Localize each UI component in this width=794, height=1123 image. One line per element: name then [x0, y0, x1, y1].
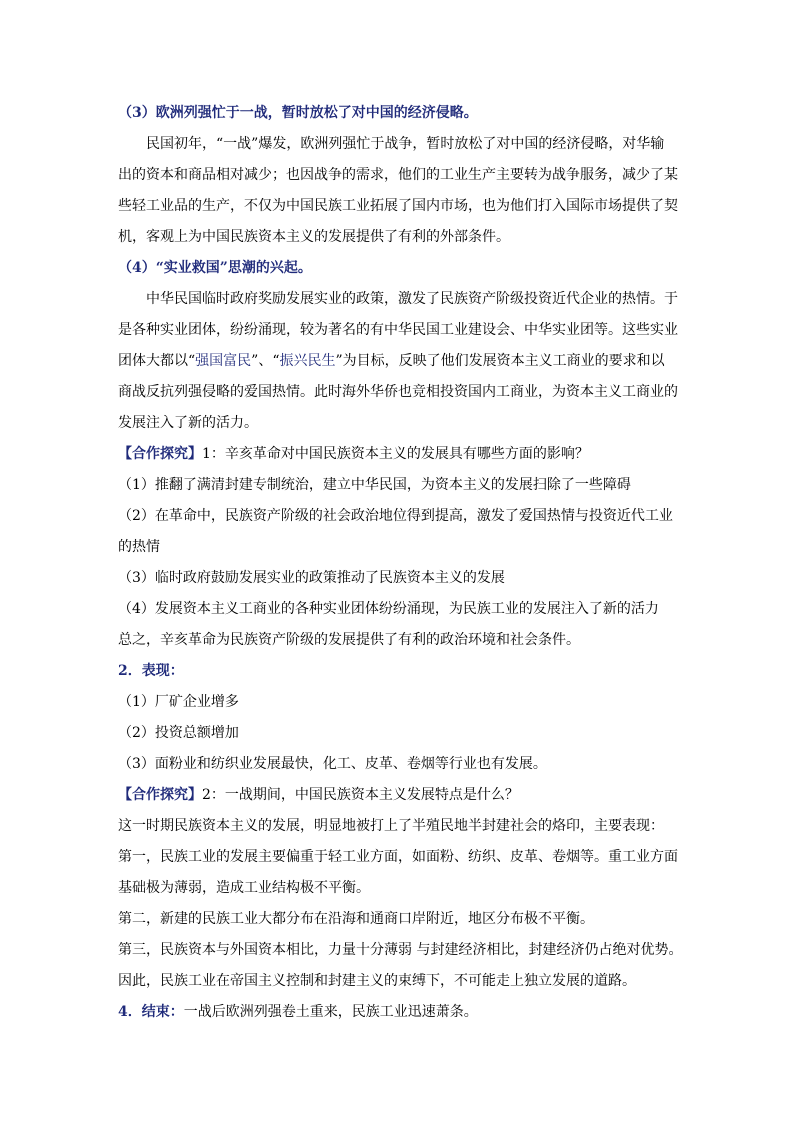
- question-text: 1：辛亥革命对中国民族资本主义的发展具有哪些方面的影响？: [202, 446, 589, 462]
- text-run: 团体大都以“: [118, 353, 196, 369]
- slogan-text: 振兴民生: [279, 353, 336, 369]
- paragraph-line: 商战反抗列强侵略的爱国热情。此时海外华侨也竞相投资国内工商业，为资本主义工商业的: [118, 384, 678, 400]
- paragraph-line: 第二，新建的民族工业大都分布在沿海和通商口岸附近，地区分布极不平衡。: [118, 911, 594, 927]
- paragraph-line: 发展注入了新的活力。: [118, 415, 258, 431]
- summary-line: 总之，辛亥革命为民族资产阶级的发展提供了有利的政治环境和社会条件。: [118, 632, 580, 648]
- list-item: （2）投资总额增加: [118, 725, 239, 741]
- list-item: （4）发展资本主义工商业的各种实业团体纷纷涌现，为民族工业的发展注入了新的活力: [118, 601, 659, 617]
- paragraph-line: 机，客观上为中国民族资本主义的发展提供了有利的外部条件。: [118, 229, 510, 245]
- paragraph-line: 基础极为薄弱，造成工业结构极不平衡。: [118, 880, 370, 896]
- section-4-heading: （4）“实业救国”思潮的兴起。: [118, 260, 312, 276]
- paragraph-line: 中华民国临时政府奖励发展实业的政策，激发了民族资产阶级投资近代企业的热情。于: [146, 291, 678, 307]
- section-2-heading: 2．表现：: [118, 663, 184, 679]
- paragraph-line: [118, 351, 678, 371]
- question-text: 2：一战期间，中国民族资本主义发展特点是什么？: [202, 787, 519, 803]
- text-run: ”、“: [251, 353, 280, 369]
- inquiry-1-question: [118, 444, 678, 464]
- list-item: 的热情: [118, 539, 160, 555]
- section-4-end: [118, 1002, 678, 1022]
- paragraph-line: 第三，民族资本与外国资本相比，力量十分薄弱 与封建经济相比，封建经济仍占绝对优势。: [118, 942, 683, 958]
- inquiry-label: 【合作探究】: [118, 446, 202, 462]
- list-item: （1）推翻了满清封建专制统治，建立中华民国，为资本主义的发展扫除了一些障碍: [118, 477, 631, 493]
- section-3-heading: （3）欧洲列强忙于一战，暂时放松了对中国的经济侵略。: [118, 105, 478, 121]
- paragraph-line: 民国初年，“一战”爆发，欧洲列强忙于战争，暂时放松了对中国的经济侵略，对华输: [146, 136, 665, 152]
- paragraph-line: 些轻工业品的生产，不仅为中国民族工业拓展了国内市场，也为他们打入国际市场提供了契: [118, 198, 678, 214]
- paragraph-line: 是各种实业团体，纷纷涌现，较为著名的有中华民国工业建设会、中华实业团等。这些实业: [118, 322, 678, 338]
- inquiry-2-question: [118, 785, 678, 805]
- paragraph-line: 第一，民族工业的发展主要偏重于轻工业方面，如面粉、纺织、皮革、卷烟等。重工业方面: [118, 849, 678, 865]
- list-item: （3）面粉业和纺织业发展最快，化工、皮革、卷烟等行业也有发展。: [118, 756, 547, 772]
- list-item: （2）在革命中，民族资产阶级的社会政治地位得到提高，激发了爱国热情与投资近代工业: [118, 508, 673, 524]
- slogan-text: 强国富民: [195, 353, 252, 369]
- inquiry-label: 【合作探究】: [118, 787, 202, 803]
- section-heading: 4．结束：: [118, 1004, 184, 1020]
- text-run: ”为目标，反映了他们发展资本主义工商业的要求和以: [335, 353, 665, 369]
- section-text: 一战后欧洲列强卷土重来，民族工业迅速萧条。: [183, 1004, 478, 1020]
- paragraph-line: 出的资本和商品相对减少；也因战争的需求，他们的工业生产主要转为战争服务，减少了某: [118, 167, 678, 183]
- list-item: （3）临时政府鼓励发展实业的政策推动了民族资本主义的发展: [118, 570, 505, 586]
- paragraph-line: 这一时期民族资本主义的发展，明显地被打上了半殖民地半封建社会的烙印，主要表现：: [118, 818, 664, 834]
- paragraph-line: 因此，民族工业在帝国主义控制和封建主义的束缚下，不可能走上独立发展的道路。: [118, 973, 636, 989]
- list-item: （1）厂矿企业增多: [118, 694, 239, 710]
